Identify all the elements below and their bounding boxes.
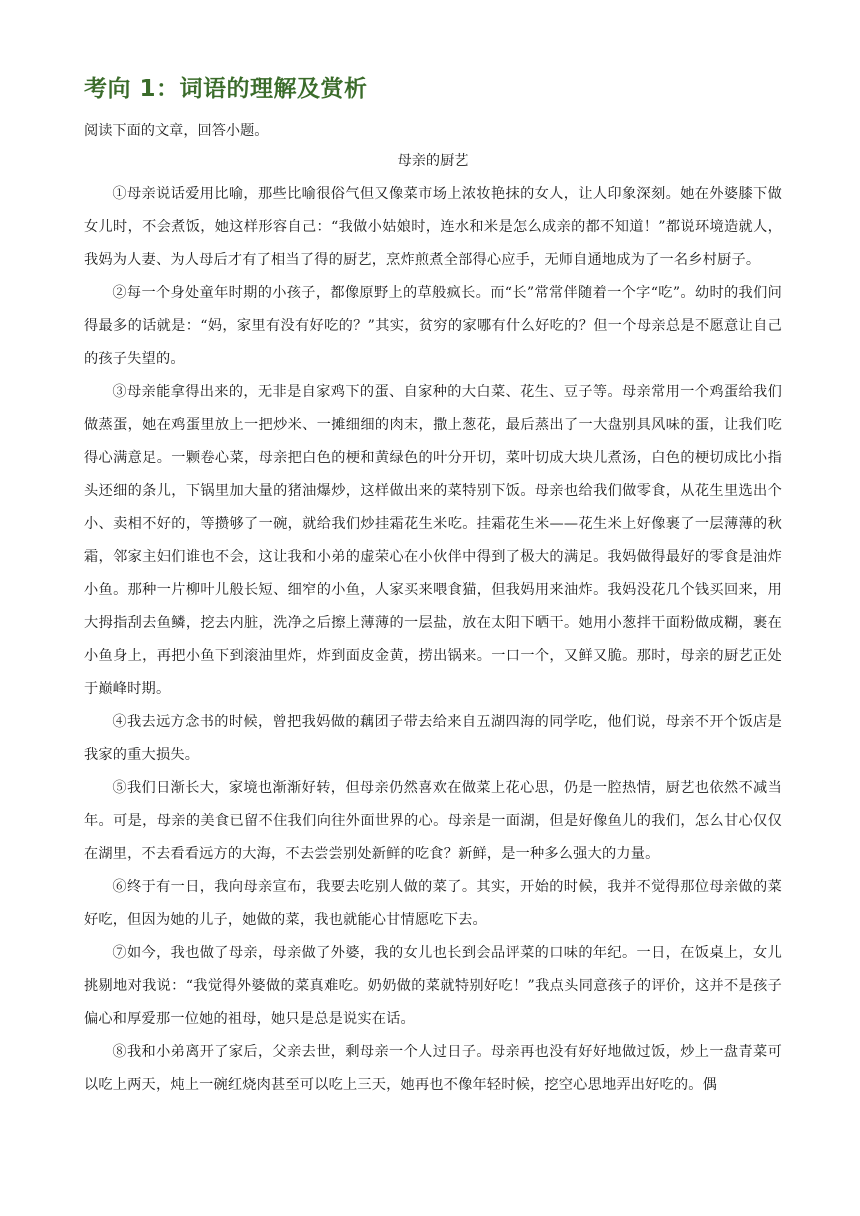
paragraph-5: ⑤我们日渐长大，家境也渐渐好转，但母亲仍然喜欢在做菜上花心思，仍是一腔热情，厨艺也依然不减当年。可是，母亲的美食已留不住我们向往外面世界的心。母亲是一面湖，但是好像鱼儿的我们，怎么甘心仅仅在湖里，不去看看远方的大海，不去尝尝别处新鲜的吃食？新鲜，是一种多么强大的力量。: [84, 780, 782, 862]
paragraph-3: ③母亲能拿得出来的，无非是自家鸡下的蛋、自家种的大白菜、花生、豆子等。母亲常用一个鸡蛋给我们做蒸蛋，她在鸡蛋里放上一把炒米、一摊细细的肉末，撒上葱花，最后蒸出了一大盘别具风味的蛋，让我们吃得心满意足。一颗卷心菜，母亲把白色的梗和黄绿色的叶分开切，菜叶切成大块儿煮汤，白色的梗切成比小指头还细的条儿，下锅里加大量的猪油爆炒，这样做出来的菜特别下饭。母亲也给我们做零食，从花生里选出个小、卖相不好的，等攒够了一碗，就给我们炒挂霜花生米吃。挂霜花生米——花生米上好像裹了一层薄薄的秋霜，邻家主妇们谁也不会，这让我和小弟的虚荣心在小伙伴中得到了极大的满足。我妈做得最好的零食是油炸小鱼。那种一片柳叶儿般长短、细窄的小鱼，人家买来喂食猫，但我妈用来油炸。我妈没花几个钱买回来，用大拇指刮去鱼鳞，挖去内脏，洗净之后擦上薄薄的一层盐，放在太阳下晒干。她用小葱拌干面粉做成糊，裹在小鱼身上，再把小鱼下到滚油里炸，炸到面皮金黄，捞出锅来。一口一个，又鲜又脆。那时，母亲的厨艺正处于巅峰时期。: [84, 384, 782, 697]
paragraph-4: ④我去远方念书的时候，曾把我妈做的藕团子带去给来自五湖四海的同学吃，他们说，母亲不开个饭店是我家的重大损失。: [84, 714, 782, 763]
section-title: 考向 1：词语的理解及赏析: [84, 76, 368, 102]
paragraph-6: ⑥终于有一日，我向母亲宣布，我要去吃别人做的菜了。其实，开始的时候，我并不觉得那位母亲做的菜好吃，但因为她的儿子，她做的菜，我也就能心甘情愿吃下去。: [84, 879, 782, 928]
paragraph-1: ①母亲说话爱用比喻，那些比喻很俗气但又像菜市场上浓妆艳抹的女人，让人印象深刻。她在外婆膝下做女儿时，不会煮饭，她这样形容自己：“我做小姑娘时，连水和米是怎么成亲的都不知道！”都说环境造就人，我妈为人妻、为人母后才有了相当了得的厨艺，烹炸煎煮全部得心应手，无师自通地成为了一名乡村厨子。: [84, 186, 782, 268]
paragraph-2: ②每一个身处童年时期的小孩子，都像原野上的草般疯长。而“长”常常伴随着一个字“吃”。幼时的我们问得最多的话就是：“妈，家里有没有好吃的？”其实，贫穷的家哪有什么好吃的？但一个母亲总是不愿意让自己的孩子失望的。: [84, 285, 782, 367]
paragraph-7: ⑦如今，我也做了母亲，母亲做了外婆，我的女儿也长到会品评菜的口味的年纪。一日，在饭桌上，女儿挑剔地对我说：“我觉得外婆做的菜真难吃。奶奶做的菜就特别好吃！”我点头同意孩子的评价，这并不是孩子偏心和厚爱那一位她的祖母，她只是总是说实在话。: [84, 945, 782, 1027]
document-page: [84, 72, 782, 1102]
article-title: 母亲的厨艺: [397, 153, 469, 169]
paragraph-8: ⑧我和小弟离开了家后，父亲去世，剩母亲一个人过日子。母亲再也没有好好地做过饭，炒上一盘青菜可以吃上两天，炖上一碗红烧肉甚至可以吃上三天，她再也不像年轻时候，挖空心思地弄出好吃的。偶: [84, 1044, 782, 1093]
question-instruction: 阅读下面的文章，回答小题。: [84, 123, 269, 139]
article-body: [84, 178, 782, 1102]
